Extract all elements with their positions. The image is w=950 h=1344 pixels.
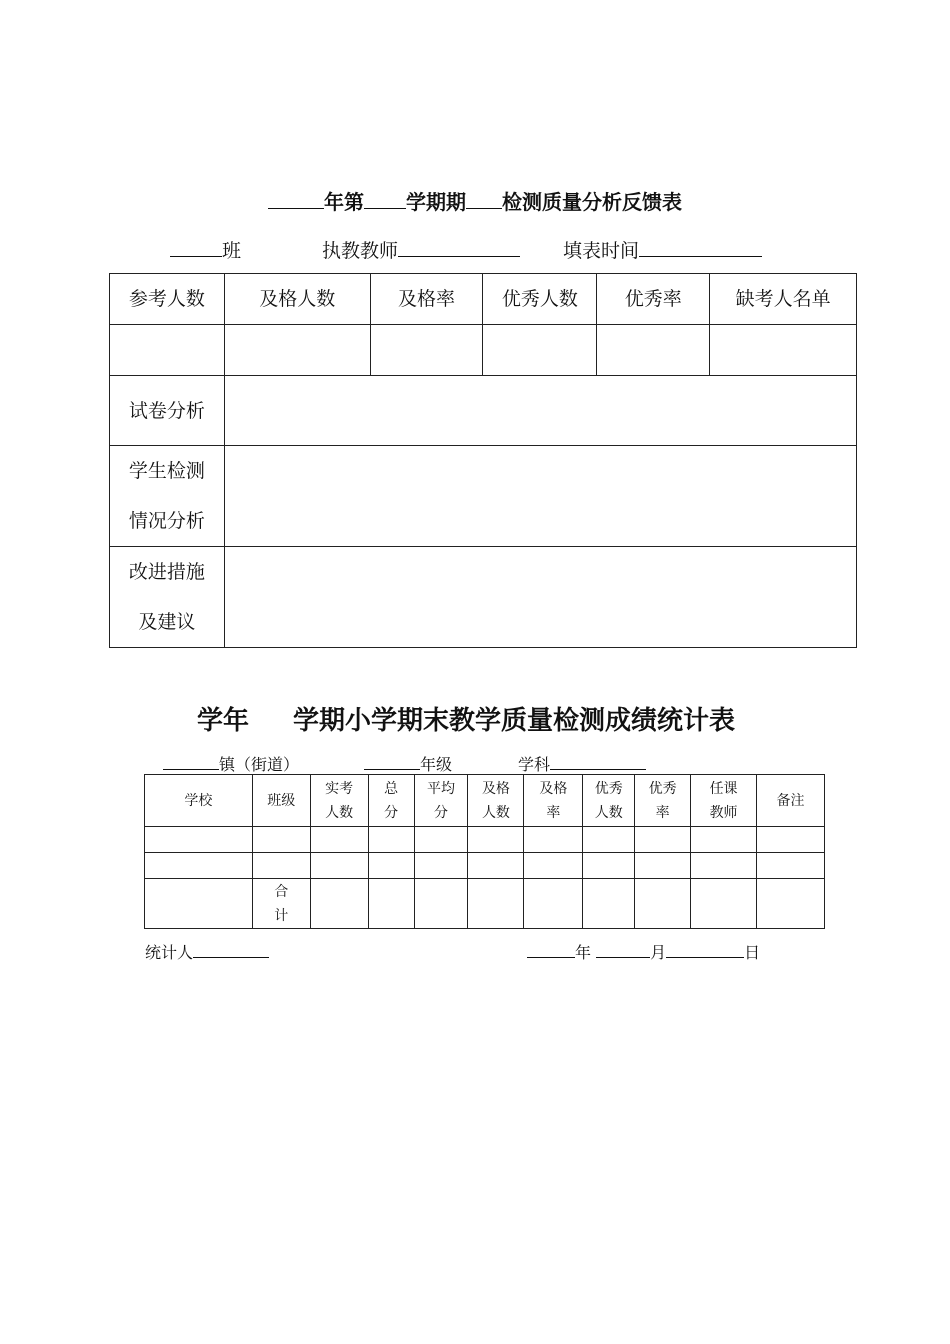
feedback-table xyxy=(109,273,857,648)
input-cell[interactable] xyxy=(145,827,253,853)
input-cell[interactable] xyxy=(110,325,225,376)
footer-year-label: 年 xyxy=(575,943,592,962)
input-cell[interactable] xyxy=(310,853,368,879)
row-label-exam-analysis: 试卷分析 xyxy=(110,376,225,446)
total-row xyxy=(145,879,825,929)
date-label: 填表时间 xyxy=(563,240,640,262)
table-row xyxy=(110,376,857,446)
header-line: 班级 xyxy=(267,792,296,809)
header-line: 及格 xyxy=(481,780,510,797)
input-cell[interactable] xyxy=(368,853,414,879)
form1-title xyxy=(0,186,950,215)
input-cell[interactable] xyxy=(757,853,825,879)
table-row xyxy=(110,325,857,376)
teacher-label: 执教教师 xyxy=(322,240,399,262)
header-cell xyxy=(414,775,468,827)
input-cell[interactable] xyxy=(710,325,857,376)
total-label-line: 计 xyxy=(274,907,289,924)
grade-field xyxy=(364,752,452,775)
header-cell: 及格人数 xyxy=(224,274,370,325)
header-cell xyxy=(252,775,310,827)
table-header-row xyxy=(110,274,857,325)
date-field xyxy=(563,236,762,263)
title2-part1: 学年 xyxy=(197,706,250,736)
total-label-line: 合 xyxy=(274,883,289,900)
footer-month-label: 月 xyxy=(650,943,667,962)
input-cell[interactable] xyxy=(635,879,691,929)
footer-day-blank[interactable] xyxy=(666,942,744,958)
header-cell xyxy=(757,775,825,827)
input-cell[interactable] xyxy=(691,879,757,929)
header-cell xyxy=(145,775,253,827)
input-cell[interactable] xyxy=(145,879,253,929)
header-line: 人数 xyxy=(325,804,354,821)
table-row xyxy=(110,547,857,648)
stat-person-blank[interactable] xyxy=(193,942,269,958)
title-year-text: 年第 xyxy=(324,190,364,214)
header-line: 率 xyxy=(546,804,561,821)
table-row xyxy=(145,827,825,853)
input-cell[interactable] xyxy=(691,853,757,879)
input-cell[interactable] xyxy=(414,827,468,853)
input-cell[interactable] xyxy=(524,827,583,853)
input-cell[interactable] xyxy=(583,879,635,929)
row-label-line: 及建议 xyxy=(138,611,196,633)
input-cell[interactable] xyxy=(310,879,368,929)
input-cell[interactable] xyxy=(757,879,825,929)
footer-month-blank[interactable] xyxy=(596,942,650,958)
input-cell[interactable] xyxy=(368,879,414,929)
header-cell: 优秀人数 xyxy=(483,274,597,325)
header-line: 率 xyxy=(655,804,670,821)
grade-label: 年级 xyxy=(420,755,453,774)
header-cell: 缺考人名单 xyxy=(710,274,857,325)
input-cell[interactable] xyxy=(252,853,310,879)
input-cell[interactable] xyxy=(224,325,370,376)
subject-label: 学科 xyxy=(518,755,551,774)
input-cell[interactable] xyxy=(414,879,468,929)
row-label-student-analysis xyxy=(110,446,225,547)
header-line: 优秀 xyxy=(594,780,623,797)
header-cell xyxy=(635,775,691,827)
header-line: 实考 xyxy=(325,780,354,797)
header-line: 学校 xyxy=(184,792,213,809)
input-cell[interactable] xyxy=(483,325,597,376)
header-line: 教师 xyxy=(709,804,738,821)
student-analysis-input[interactable] xyxy=(224,446,856,547)
year-blank[interactable] xyxy=(268,190,324,209)
table-header-row xyxy=(145,775,825,827)
input-cell[interactable] xyxy=(468,827,524,853)
input-cell[interactable] xyxy=(468,853,524,879)
class-field xyxy=(170,236,241,263)
teacher-field xyxy=(322,236,520,263)
header-line: 总 xyxy=(384,780,399,797)
header-cell xyxy=(310,775,368,827)
date-blank[interactable] xyxy=(639,238,762,257)
total-label-cell xyxy=(252,879,310,929)
table-row xyxy=(145,853,825,879)
header-line: 备注 xyxy=(776,792,805,809)
stat-person-field xyxy=(145,940,269,963)
exam-analysis-input[interactable] xyxy=(224,376,856,446)
header-cell xyxy=(691,775,757,827)
term-blank[interactable] xyxy=(364,190,406,209)
input-cell[interactable] xyxy=(597,325,710,376)
input-cell[interactable] xyxy=(691,827,757,853)
input-cell[interactable] xyxy=(145,853,253,879)
class-blank[interactable] xyxy=(170,238,222,257)
town-label: 镇（街道） xyxy=(219,755,300,774)
town-field xyxy=(163,752,299,775)
header-cell: 参考人数 xyxy=(110,274,225,325)
header-cell: 及格率 xyxy=(370,274,483,325)
input-cell[interactable] xyxy=(757,827,825,853)
header-line: 及格 xyxy=(539,780,568,797)
input-cell[interactable] xyxy=(583,853,635,879)
footer-day-label: 日 xyxy=(744,943,761,962)
input-cell[interactable] xyxy=(635,853,691,879)
input-cell[interactable] xyxy=(310,827,368,853)
class-label: 班 xyxy=(222,240,242,262)
row-label-line: 情况分析 xyxy=(128,510,205,532)
header-line: 平均 xyxy=(427,780,456,797)
stat-person-label: 统计人 xyxy=(145,943,194,962)
row-label-line: 改进措施 xyxy=(128,561,205,583)
input-cell[interactable] xyxy=(252,827,310,853)
input-cell[interactable] xyxy=(524,879,583,929)
period-blank[interactable] xyxy=(466,190,502,209)
header-line: 人数 xyxy=(594,804,623,821)
header-line: 人数 xyxy=(481,804,510,821)
input-cell[interactable] xyxy=(468,879,524,929)
input-cell[interactable] xyxy=(583,827,635,853)
title-mid-text: 学期期 xyxy=(406,190,466,214)
table-row xyxy=(110,446,857,547)
input-cell[interactable] xyxy=(414,853,468,879)
grade-blank[interactable] xyxy=(364,754,420,770)
header-cell xyxy=(583,775,635,827)
input-cell[interactable] xyxy=(635,827,691,853)
header-line: 分 xyxy=(434,804,449,821)
score-statistics-table xyxy=(144,774,825,929)
header-cell xyxy=(368,775,414,827)
input-cell[interactable] xyxy=(370,325,483,376)
title2-part2: 学期小学期末教学质量检测成绩统计表 xyxy=(293,706,736,736)
footer-year-blank[interactable] xyxy=(527,942,575,958)
teacher-blank[interactable] xyxy=(398,238,520,257)
input-cell[interactable] xyxy=(524,853,583,879)
row-label-improvement xyxy=(110,547,225,648)
subject-blank[interactable] xyxy=(550,754,646,770)
header-line: 优秀 xyxy=(648,780,677,797)
header-line: 任课 xyxy=(709,780,738,797)
row-label-line: 学生检测 xyxy=(128,460,205,482)
improvement-input[interactable] xyxy=(224,547,856,648)
header-line: 分 xyxy=(384,804,399,821)
header-cell: 优秀率 xyxy=(597,274,710,325)
town-blank[interactable] xyxy=(163,754,219,770)
header-cell xyxy=(524,775,583,827)
subject-field xyxy=(518,752,646,775)
date-footer xyxy=(527,940,760,963)
title-tail-text: 检测质量分析反馈表 xyxy=(502,190,682,214)
input-cell[interactable] xyxy=(368,827,414,853)
header-cell xyxy=(468,775,524,827)
